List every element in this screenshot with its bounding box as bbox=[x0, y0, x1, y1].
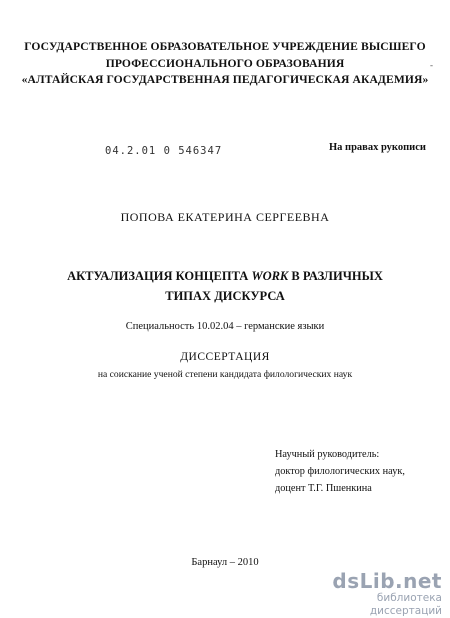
dissertation-title bbox=[0, 266, 450, 306]
watermark-logo: dsLib.net bbox=[332, 569, 442, 593]
institution-line-1: ГОСУДАРСТВЕННОЕ ОБРАЗОВАТЕЛЬНОЕ УЧРЕЖДЕНИЕ ВЫСШЕГО bbox=[24, 40, 426, 53]
supervisor-name: доцент Т.Г. Пшенкина bbox=[275, 483, 372, 494]
title-part-before: АКТУАЛИЗАЦИЯ КОНЦЕПТА bbox=[67, 269, 252, 283]
author-name: ПОПОВА ЕКАТЕРИНА СЕРГЕЕВНА bbox=[120, 210, 330, 224]
title-line-1 bbox=[0, 266, 450, 286]
specialty-line: Специальность 10.02.04 – германские языки bbox=[125, 321, 325, 332]
institution-line-2: ПРОФЕССИОНАЛЬНОГО ОБРАЗОВАНИЯ bbox=[105, 56, 345, 70]
dslib-watermark bbox=[302, 570, 442, 618]
manuscript-rights-note: На правах рукописи bbox=[329, 142, 426, 153]
margin-mark: - bbox=[430, 60, 433, 70]
supervisor-degree: доктор филологических наук, bbox=[275, 466, 405, 477]
watermark-tagline: библиотека диссертаций bbox=[369, 592, 442, 617]
document-type: ДИССЕРТАЦИЯ bbox=[180, 351, 270, 363]
institution-line-3: «АЛТАЙСКАЯ ГОСУДАРСТВЕННАЯ ПЕДАГОГИЧЕСКАЯ АКАДЕМИЯ» bbox=[21, 73, 429, 86]
title-concept: WORK bbox=[251, 269, 289, 283]
document-number: 04.2.01 0 546347 bbox=[105, 145, 223, 157]
supervisor-block bbox=[275, 446, 405, 497]
city-year: Барнаул – 2010 bbox=[191, 557, 259, 568]
title-part-after: В РАЗЛИЧНЫХ bbox=[288, 269, 383, 283]
title-line-2: ТИПАХ ДИСКУРСА bbox=[165, 289, 285, 303]
degree-sought: на соискание ученой степени кандидата филологических наук bbox=[97, 369, 353, 380]
supervisor-role: Научный руководитель: bbox=[275, 449, 380, 460]
institution-header bbox=[20, 39, 430, 89]
